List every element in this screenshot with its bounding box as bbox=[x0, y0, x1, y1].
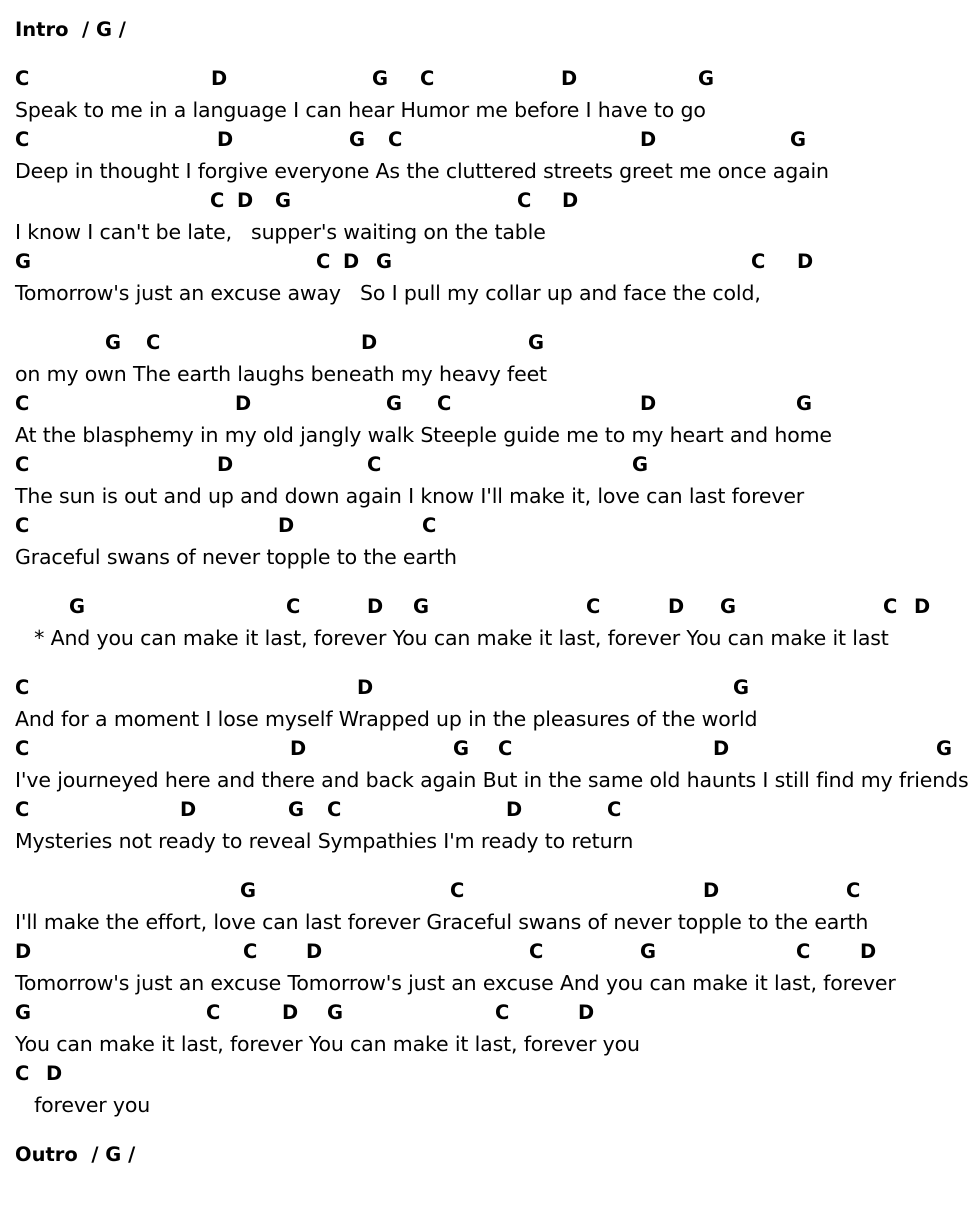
chord-line bbox=[0, 247, 975, 277]
chord-c: C bbox=[146, 331, 161, 354]
chord-line bbox=[0, 876, 975, 906]
chord-d: D bbox=[668, 595, 685, 618]
chord-g: G bbox=[288, 798, 305, 821]
chord-d: D bbox=[237, 189, 254, 212]
chord-d: D bbox=[46, 1062, 63, 1085]
lyric-line: You can make it last, forever You can make it last, forever you bbox=[15, 1032, 640, 1056]
chord-c: C bbox=[243, 940, 258, 963]
chord-g: G bbox=[790, 128, 807, 151]
lyric-line: forever you bbox=[15, 1093, 151, 1117]
chord-g: G bbox=[69, 595, 86, 618]
lyric-line: * And you can make it last, forever You can make it last, forever You can make it last bbox=[15, 626, 889, 650]
chord-c: C bbox=[15, 676, 30, 699]
chord-c: C bbox=[367, 453, 382, 476]
chord-line bbox=[0, 1059, 975, 1089]
lyric-line: Deep in thought I forgive everyone As the cluttered streets greet me once again bbox=[15, 159, 829, 183]
chord-d: D bbox=[860, 940, 877, 963]
chord-c: C bbox=[517, 189, 532, 212]
chord-c: C bbox=[883, 595, 898, 618]
lyric-line: I've journeyed here and there and back again But in the same old haunts I still find my friends bbox=[15, 768, 969, 792]
chord-g: G bbox=[453, 737, 470, 760]
chord-g: G bbox=[349, 128, 366, 151]
chord-line bbox=[0, 511, 975, 541]
chord-g: G bbox=[15, 250, 32, 273]
chord-g: G bbox=[372, 67, 389, 90]
chord-c: C bbox=[15, 453, 30, 476]
chord-d: D bbox=[640, 392, 657, 415]
chord-d: D bbox=[561, 67, 578, 90]
chord-c: C bbox=[210, 189, 225, 212]
chord-d: D bbox=[367, 595, 384, 618]
chord-c: C bbox=[327, 798, 342, 821]
chord-g: G bbox=[698, 67, 715, 90]
chord-g: G bbox=[733, 676, 750, 699]
chord-g: G bbox=[15, 1001, 32, 1024]
chord-c: C bbox=[846, 879, 861, 902]
chord-d: D bbox=[235, 392, 252, 415]
chord-d: D bbox=[180, 798, 197, 821]
chord-d: D bbox=[357, 676, 374, 699]
chord-c: C bbox=[15, 392, 30, 415]
chord-c: C bbox=[15, 67, 30, 90]
chord-c: C bbox=[498, 737, 513, 760]
chord-line bbox=[0, 328, 975, 358]
chord-c: C bbox=[420, 67, 435, 90]
lyric-line: Tomorrow's just an excuse Tomorrow's just an excuse And you can make it last, forever bbox=[15, 971, 896, 995]
chord-g: G bbox=[720, 595, 737, 618]
chord-g: G bbox=[240, 879, 257, 902]
chord-c: C bbox=[450, 879, 465, 902]
chord-c: C bbox=[495, 1001, 510, 1024]
chord-g: G bbox=[528, 331, 545, 354]
chord-line bbox=[0, 389, 975, 419]
chord-d: D bbox=[211, 67, 228, 90]
chord-line bbox=[0, 937, 975, 967]
lyric-line: The sun is out and up and down again I know I'll make it, love can last forever bbox=[15, 484, 805, 508]
chord-g: G bbox=[413, 595, 430, 618]
chord-d: D bbox=[562, 189, 579, 212]
lyric-line: I know I can't be late, supper's waiting on the table bbox=[15, 220, 546, 244]
chord-c: C bbox=[15, 737, 30, 760]
chord-c: C bbox=[15, 128, 30, 151]
chord-c: C bbox=[529, 940, 544, 963]
chord-c: C bbox=[437, 392, 452, 415]
chord-g: G bbox=[327, 1001, 344, 1024]
chord-d: D bbox=[282, 1001, 299, 1024]
chord-d: D bbox=[703, 879, 720, 902]
chord-line bbox=[0, 592, 975, 622]
lyric-line: And for a moment I lose myself Wrapped up in the pleasures of the world bbox=[15, 707, 758, 731]
chord-d: D bbox=[343, 250, 360, 273]
chord-d: D bbox=[506, 798, 523, 821]
chord-g: G bbox=[386, 392, 403, 415]
lyric-line: Speak to me in a language I can hear Humor me before I have to go bbox=[15, 98, 706, 122]
lyric-line: on my own The earth laughs beneath my heavy feet bbox=[15, 362, 547, 386]
lyric-line: Tomorrow's just an excuse away So I pull my collar up and face the cold, bbox=[15, 281, 761, 305]
chord-c: C bbox=[206, 1001, 221, 1024]
chord-line bbox=[0, 450, 975, 480]
chord-c: C bbox=[316, 250, 331, 273]
chord-g: G bbox=[105, 331, 122, 354]
chord-d: D bbox=[217, 128, 234, 151]
intro-label: Intro / G / bbox=[15, 18, 126, 41]
chord-c: C bbox=[286, 595, 301, 618]
chord-g: G bbox=[796, 392, 813, 415]
chord-d: D bbox=[15, 940, 32, 963]
chord-d: D bbox=[713, 737, 730, 760]
chord-d: D bbox=[217, 453, 234, 476]
chord-line bbox=[0, 186, 975, 216]
chord-d: D bbox=[640, 128, 657, 151]
lyric-line: Mysteries not ready to reveal Sympathies I'm ready to return bbox=[15, 829, 634, 853]
lyric-line: At the blasphemy in my old jangly walk Steeple guide me to my heart and home bbox=[15, 423, 832, 447]
chord-c: C bbox=[15, 1062, 30, 1085]
chord-c: C bbox=[607, 798, 622, 821]
chord-c: C bbox=[388, 128, 403, 151]
chord-line bbox=[0, 673, 975, 703]
lyric-line: I'll make the effort, love can last forever Graceful swans of never topple to the earth bbox=[15, 910, 869, 934]
chord-g: G bbox=[275, 189, 292, 212]
outro-label: Outro / G / bbox=[15, 1143, 136, 1166]
chord-d: D bbox=[914, 595, 931, 618]
chord-d: D bbox=[361, 331, 378, 354]
lyric-line: Graceful swans of never topple to the earth bbox=[15, 545, 457, 569]
chord-g: G bbox=[936, 737, 953, 760]
chord-c: C bbox=[15, 798, 30, 821]
chord-g: G bbox=[640, 940, 657, 963]
chord-line bbox=[0, 795, 975, 825]
chord-line bbox=[0, 125, 975, 155]
chord-g: G bbox=[632, 453, 649, 476]
chord-d: D bbox=[797, 250, 814, 273]
chord-c: C bbox=[796, 940, 811, 963]
chord-d: D bbox=[278, 514, 295, 537]
chord-c: C bbox=[422, 514, 437, 537]
chord-c: C bbox=[586, 595, 601, 618]
chord-g: G bbox=[376, 250, 393, 273]
chord-line bbox=[0, 998, 975, 1028]
chord-d: D bbox=[578, 1001, 595, 1024]
chord-c: C bbox=[15, 514, 30, 537]
chord-line bbox=[0, 64, 975, 94]
chord-d: D bbox=[306, 940, 323, 963]
chord-c: C bbox=[751, 250, 766, 273]
chord-line bbox=[0, 734, 975, 764]
chord-d: D bbox=[290, 737, 307, 760]
